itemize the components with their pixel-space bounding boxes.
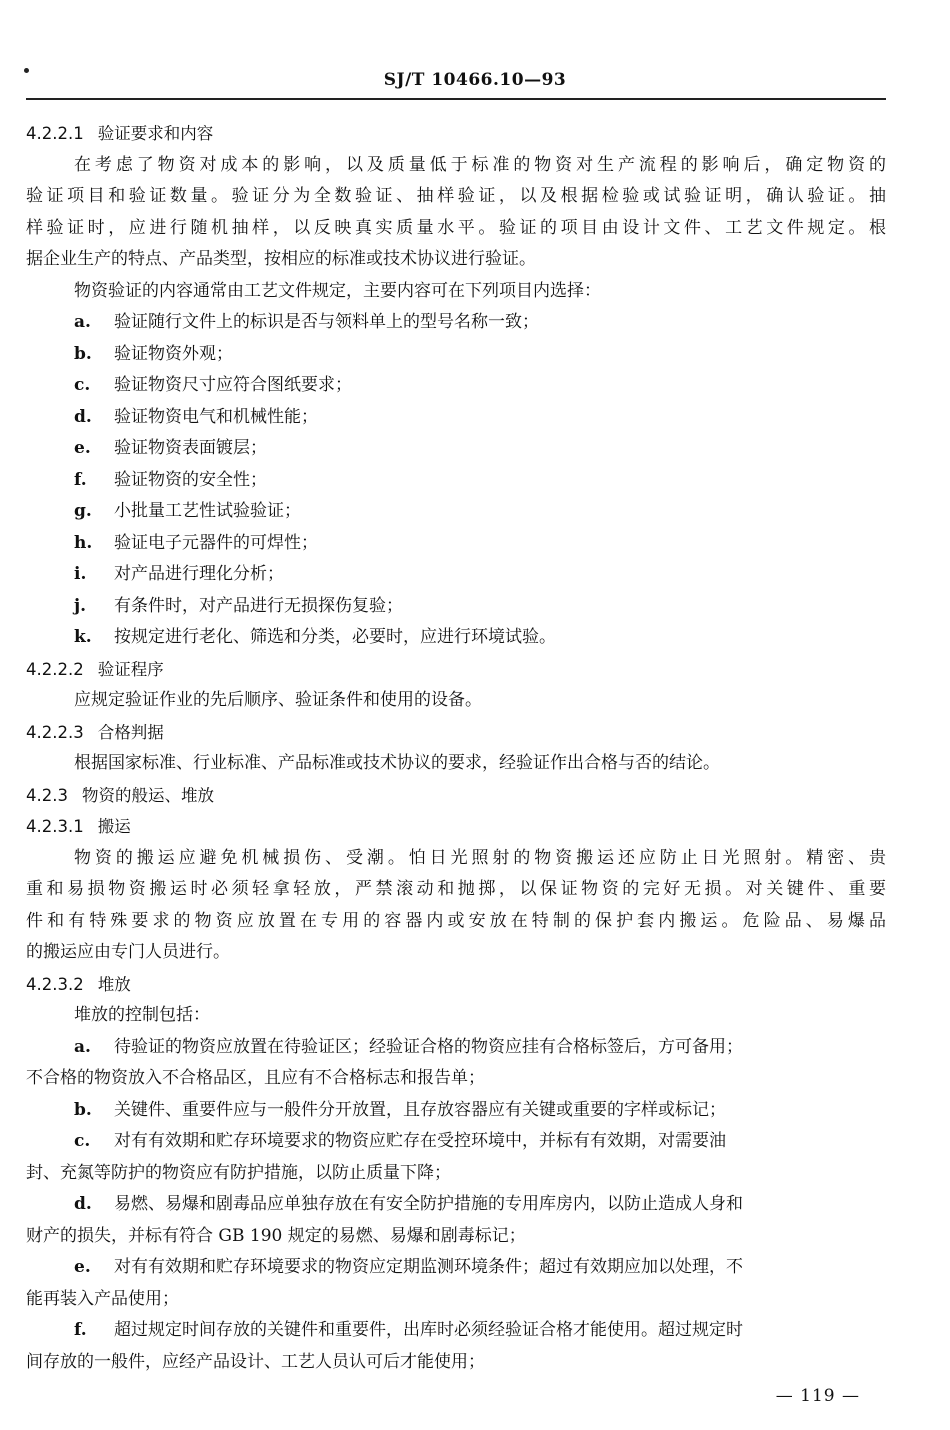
list-text: 按规定进行老化、筛选和分类，必要时，应进行环境试验。 [114,627,556,647]
list-item [26,465,886,497]
list-label: a. [74,312,91,332]
list-text: 验证物资外观； [114,343,233,364]
list-text: 关键件、重要件应与一般件分开放置，且存放容器应有关键或重要的字样或标记； [114,1099,726,1120]
header-rule [26,98,886,100]
section-title: 物资的般运、堆放 [81,785,214,805]
paragraph-line: 重和易损物资搬运时必须轻拿轻放，严禁滚动和抛掷，以保证物资的完好无损。对关键件、重要 [26,879,886,899]
list-item-continuation: 能再装入产品使用； [26,1288,179,1309]
section-title: 验证要求和内容 [97,124,214,143]
section-heading [26,811,886,843]
list-label: f. [74,1320,87,1340]
list-item-continuation: 不合格的物资放入不合格品区，且应有不合格标志和报告单； [26,1068,485,1088]
list-item [26,496,886,528]
list-item [26,559,886,591]
list-label: g. [74,501,92,521]
list-text: 对产品进行理化分析； [114,564,284,584]
section-heading [26,654,886,686]
list-label: c. [74,375,91,395]
list-label: i. [74,564,87,584]
list-item [26,622,886,654]
list-item [26,1189,886,1221]
list-text: 小批量工艺性试验验证； [114,501,301,521]
paragraph-line: 的搬运应由专门人员进行。 [26,942,230,962]
list-text: 验证物资尺寸应符合图纸要求； [114,375,352,395]
section-heading [26,969,886,1001]
list-label: e. [74,438,91,458]
list-label: c. [74,1131,91,1151]
paragraph-line: 据企业生产的特点、产品类型，按相应的标准或技术协议进行验证。 [26,249,536,269]
section-number: 4.2.2.2 [26,659,84,679]
list-item [26,1252,886,1284]
list-label: b. [74,1099,92,1120]
list-label: j. [74,595,87,616]
paragraph-line: 根据国家标准、行业标准、产品标准或技术协议的要求，经验证作出合格与否的结论。 [74,753,720,773]
section-title: 验证程序 [97,659,164,679]
list-label: d. [74,406,92,427]
list-item-continuation: 封、充氮等防护的物资应有防护措施，以防止质量下降； [26,1162,451,1183]
list-label: d. [74,1194,92,1214]
list-item-continuation: 财产的损失，并标有符合 GB 190 规定的易燃、易爆和剧毒标记； [26,1225,526,1246]
list-text: 验证物资电气和机械性能； [114,406,318,427]
section-title: 合格判据 [97,722,164,742]
list-item [26,1315,886,1347]
section-heading [26,118,886,150]
section-number: 4.2.2.3 [26,722,84,742]
list-item [26,433,886,465]
list-text: 验证随行文件上的标识是否与领料单上的型号名称一致； [114,312,539,332]
section-number: 4.2.2.1 [26,124,84,143]
section-heading [26,717,886,749]
list-label: a. [74,1036,91,1057]
section-heading [26,780,886,812]
list-text: 验证物资表面镀层； [114,438,267,458]
list-item [26,528,886,560]
section-number: 4.2.3 [26,785,68,805]
list-label: f. [74,469,87,490]
list-label: b. [74,343,92,364]
list-text: 待验证的物资应放置在待验证区；经验证合格的物资应挂有合格标签后，方可备用； [114,1036,743,1057]
list-text: 验证物资的安全性； [114,469,267,490]
list-label: e. [74,1257,91,1277]
list-item [26,1126,886,1158]
list-item [26,1032,886,1064]
paragraph-line: 堆放的控制包括： [74,1005,210,1025]
list-item [26,402,886,434]
list-text: 对有有效期和贮存环境要求的物资应定期监测环境条件；超过有效期应加以处理，不 [114,1257,743,1277]
list-label: k. [74,627,92,647]
paragraph-line: 物资的搬运应避免机械损伤、受潮。怕日光照射的物资搬运还应防止日光照射。精密、贵 [74,847,886,868]
list-item [26,307,886,339]
list-item [26,1095,886,1127]
list-text: 超过规定时间存放的关键件和重要件，出库时必须经验证合格才能使用。超过规定时 [114,1320,743,1340]
list-item [26,591,886,623]
section-title: 堆放 [97,974,131,994]
paragraph-line: 物资验证的内容通常由工艺文件规定，主要内容可在下列项目内选择： [74,280,601,301]
paragraph-line: 验证项目和验证数量。验证分为全数验证、抽样验证，以及根据检验或试验证明，确认验证。抽 [26,186,886,206]
paragraph-line: 在考虑了物资对成本的影响，以及质量低于标准的物资对生产流程的影响后，确定物资的 [74,154,886,175]
page-number: — 119 — [775,1386,860,1406]
list-text: 验证电子元器件的可焊性； [114,532,318,553]
list-item [26,339,886,371]
paragraph-line: 件和有特殊要求的物资应放置在专用的容器内或安放在特制的保护套内搬运。危险品、易爆品 [26,910,886,931]
paragraph-line: 样验证时，应进行随机抽样，以反映真实质量水平。验证的项目由设计文件、工艺文件规定。根 [26,217,886,238]
document-body [26,118,886,1378]
list-item [26,370,886,402]
list-text: 易燃、易爆和剧毒品应单独存放在有安全防护措施的专用库房内，以防止造成人身和 [114,1194,743,1214]
section-title: 搬运 [97,817,131,836]
paragraph-line: 应规定验证作业的先后顺序、验证条件和使用的设备。 [74,690,482,710]
page-header: SJ/T 10466.10—93 [383,70,567,90]
list-label: h. [74,532,93,553]
section-number: 4.2.3.2 [26,974,84,994]
list-text: 有条件时，对产品进行无损探伤复验； [114,595,403,616]
list-item-continuation: 间存放的一般件，应经产品设计、工艺人员认可后才能使用； [26,1351,485,1372]
section-number: 4.2.3.1 [26,817,84,836]
list-text: 对有有效期和贮存环境要求的物资应贮存在受控环境中，并标有有效期，对需要油 [114,1131,726,1151]
